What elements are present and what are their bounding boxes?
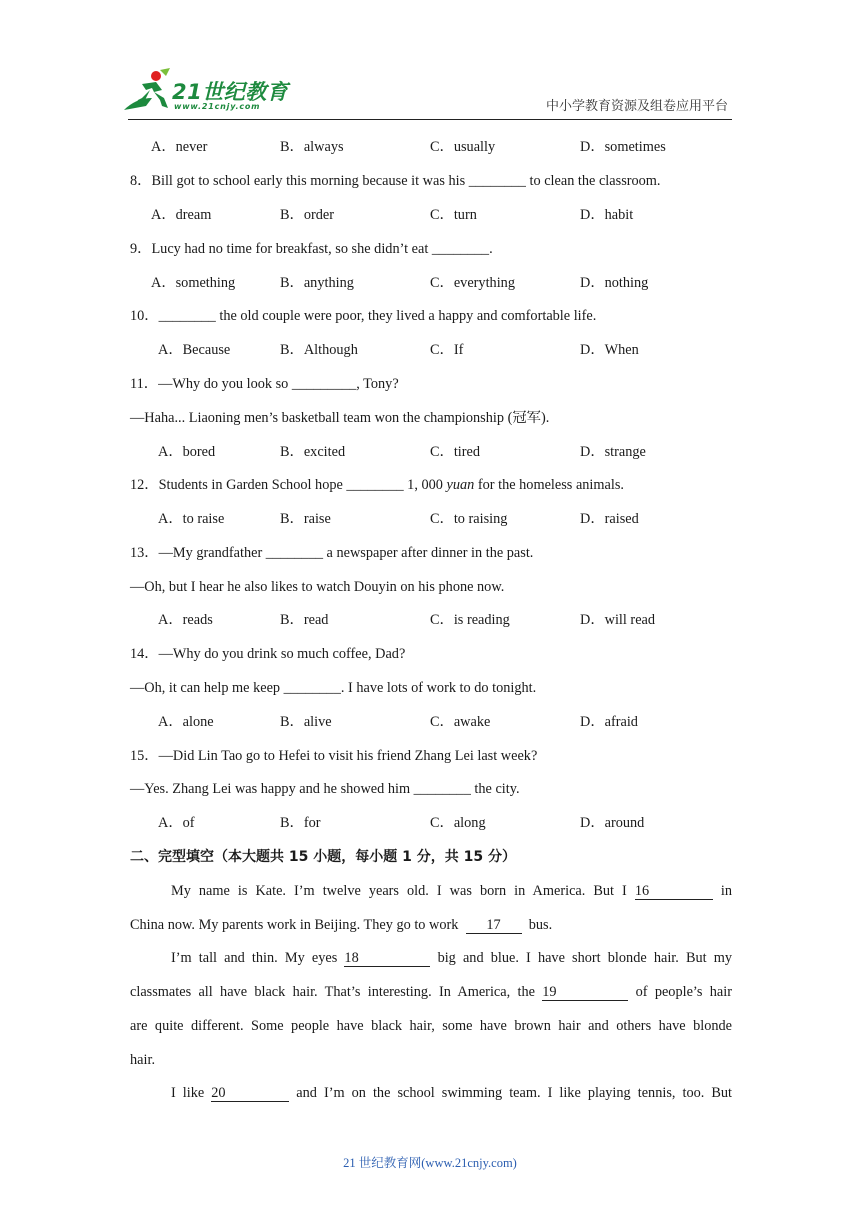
header-divider [128, 119, 732, 120]
cloze-blank-19[interactable]: 19 [542, 984, 628, 1001]
cloze-blank-18[interactable]: 18 [344, 950, 430, 967]
q8-option-a[interactable]: A．dream [151, 207, 212, 223]
q11-option-d[interactable]: D．strange [580, 444, 646, 460]
answer-blank[interactable]: ________ [413, 781, 471, 797]
q8-option-c[interactable]: C．turn [430, 207, 477, 223]
question-text: to clean the classroom. [525, 173, 661, 189]
q11-option-c[interactable]: C．tired [430, 444, 481, 460]
question-text: —Yes. Zhang Lei was happy and he showed him [130, 781, 414, 797]
cloze-paragraph-3-line-1: I like 20 and I’m on the school swimming team. I like playing tennis, too. But [171, 1085, 732, 1101]
answer-blank[interactable]: _________ [291, 376, 357, 392]
q13-stem [130, 543, 533, 563]
q7-option-d[interactable]: D．sometimes [580, 139, 666, 155]
q9-option-d[interactable]: D．nothing [580, 275, 649, 291]
question-text: —Oh, it can help me keep [130, 680, 284, 696]
q15-option-c[interactable]: C．along [430, 815, 486, 831]
q13-option-d[interactable]: D．will read [580, 612, 656, 628]
q8-option-b[interactable]: B．order [280, 207, 334, 223]
q11-stem [130, 374, 399, 394]
q8-stem [130, 171, 661, 191]
question-number: 14． [130, 646, 159, 662]
question-number: 11． [130, 376, 159, 392]
cloze-paragraph-2-line-1: I’m tall and thin. My eyes 18 big and blue. I have short blonde hair. But my [171, 950, 733, 966]
answer-blank[interactable]: ________ [158, 308, 216, 324]
q15-reply [130, 779, 520, 799]
question-number: 8． [130, 173, 152, 189]
q10-option-d[interactable]: D．When [580, 342, 639, 358]
answer-blank[interactable]: ________ [346, 477, 404, 493]
q12-stem [130, 475, 624, 495]
q10-option-a[interactable]: A．Because [158, 342, 231, 358]
question-text: Bill got to school early this morning because it was his [151, 173, 469, 189]
q13-reply: —Oh, but I hear he also likes to watch Douyin on his phone now. [130, 579, 505, 595]
answer-blank[interactable]: ________ [283, 680, 341, 696]
cloze-blank-17[interactable]: 17 [466, 917, 522, 934]
runner-logo-icon [122, 68, 174, 114]
page-footer[interactable]: 21 世纪教育网(www.21cnjy.com) [343, 1156, 517, 1170]
q14-option-b[interactable]: B．alive [280, 714, 332, 730]
question-text: . I have lots of work to do tonight. [340, 680, 537, 696]
platform-label: 中小学教育资源及组卷应用平台 [546, 98, 729, 113]
cloze-paragraph-2-line-4: hair. [130, 1052, 156, 1068]
q13-option-a[interactable]: A．reads [158, 612, 213, 628]
q13-option-b[interactable]: B．read [280, 612, 329, 628]
q9-option-a[interactable]: A．something [151, 275, 236, 291]
question-text: —My grandfather [158, 545, 266, 561]
q14-stem [130, 644, 405, 664]
q12-option-a[interactable]: A．to raise [158, 511, 225, 527]
q10-stem [130, 306, 596, 326]
cloze-paragraph-1-line-1: My name is Kate. I’m twelve years old. I was born in America. But I 16 in [171, 883, 732, 899]
q10-option-b[interactable]: B．Although [280, 342, 358, 358]
question-text: Students in Garden School hope [158, 477, 347, 493]
question-text: for the homeless animals. [474, 477, 624, 493]
question-text: , Tony? [356, 376, 399, 392]
question-number: 9． [130, 241, 152, 257]
q15-option-d[interactable]: D．around [580, 815, 645, 831]
section-title-cloze: 二、完型填空（本大题共 15 小题，每小题 1 分，共 15 分） [130, 849, 516, 865]
q12-option-c[interactable]: C．to raising [430, 511, 508, 527]
question-text: —Why do you look so [158, 376, 292, 392]
q7-option-b[interactable]: B．always [280, 139, 344, 155]
q13-option-c[interactable]: C．is reading [430, 612, 510, 628]
question-text: Lucy had no time for breakfast, so she didn’t eat [151, 241, 432, 257]
q14-option-a[interactable]: A．alone [158, 714, 214, 730]
answer-blank[interactable]: ________ [431, 241, 490, 257]
question-text: the city. [470, 781, 520, 797]
question-number: 15． [130, 748, 159, 764]
q15-stem [130, 746, 537, 766]
q7-option-c[interactable]: C．usually [430, 139, 496, 155]
q8-option-d[interactable]: D．habit [580, 207, 634, 223]
q14-option-c[interactable]: C．awake [430, 714, 491, 730]
q9-option-c[interactable]: C．everything [430, 275, 515, 291]
question-text: —Did Lin Tao go to Hefei to visit his friend Zhang Lei last week? [158, 748, 538, 764]
question-text: the old couple were poor, they lived a happy and comfortable life. [215, 308, 597, 324]
answer-blank[interactable]: ________ [468, 173, 526, 189]
question-text: 1, 000 [403, 477, 447, 493]
q14-reply [130, 678, 536, 698]
cloze-paragraph-2-line-3: are quite different. Some people have black hair, some have brown hair and others have blonde [130, 1018, 732, 1034]
q14-option-d[interactable]: D．afraid [580, 714, 638, 730]
cloze-paragraph-2-line-2: classmates all have black hair. That’s interesting. In America, the 19 of people’s hair [130, 984, 732, 1000]
cloze-blank-16[interactable]: 16 [635, 883, 713, 900]
q15-option-b[interactable]: B．for [280, 815, 321, 831]
q11-option-a[interactable]: A．bored [158, 444, 216, 460]
question-number: 12． [130, 477, 159, 493]
q15-option-a[interactable]: A．of [158, 815, 195, 831]
cloze-blank-20[interactable]: 20 [211, 1085, 289, 1102]
q11-option-b[interactable]: B．excited [280, 444, 346, 460]
question-text: —Why do you drink so much coffee, Dad? [158, 646, 406, 662]
question-text: . [489, 241, 493, 257]
question-number: 10． [130, 308, 159, 324]
q11-reply: —Haha... Liaoning men’s basketball team won the championship (冠军). [130, 410, 550, 426]
currency-word: yuan [446, 477, 475, 493]
question-number: 13． [130, 545, 159, 561]
q12-option-d[interactable]: D．raised [580, 511, 639, 527]
q7-option-a[interactable]: A．never [151, 139, 208, 155]
answer-blank[interactable]: ________ [265, 545, 323, 561]
logo-url: www.21cnjy.com [174, 102, 261, 111]
q12-option-b[interactable]: B．raise [280, 511, 331, 527]
q10-option-c[interactable]: C．If [430, 342, 464, 358]
page-header [0, 0, 860, 125]
q9-option-b[interactable]: B．anything [280, 275, 354, 291]
cloze-paragraph-1-line-2: China now. My parents work in Beijing. They go to work 17 bus. [130, 917, 553, 933]
q9-stem [130, 239, 493, 259]
question-text: a newspaper after dinner in the past. [322, 545, 534, 561]
logo-text: 21世纪教育 [172, 80, 289, 104]
site-logo [122, 66, 292, 116]
